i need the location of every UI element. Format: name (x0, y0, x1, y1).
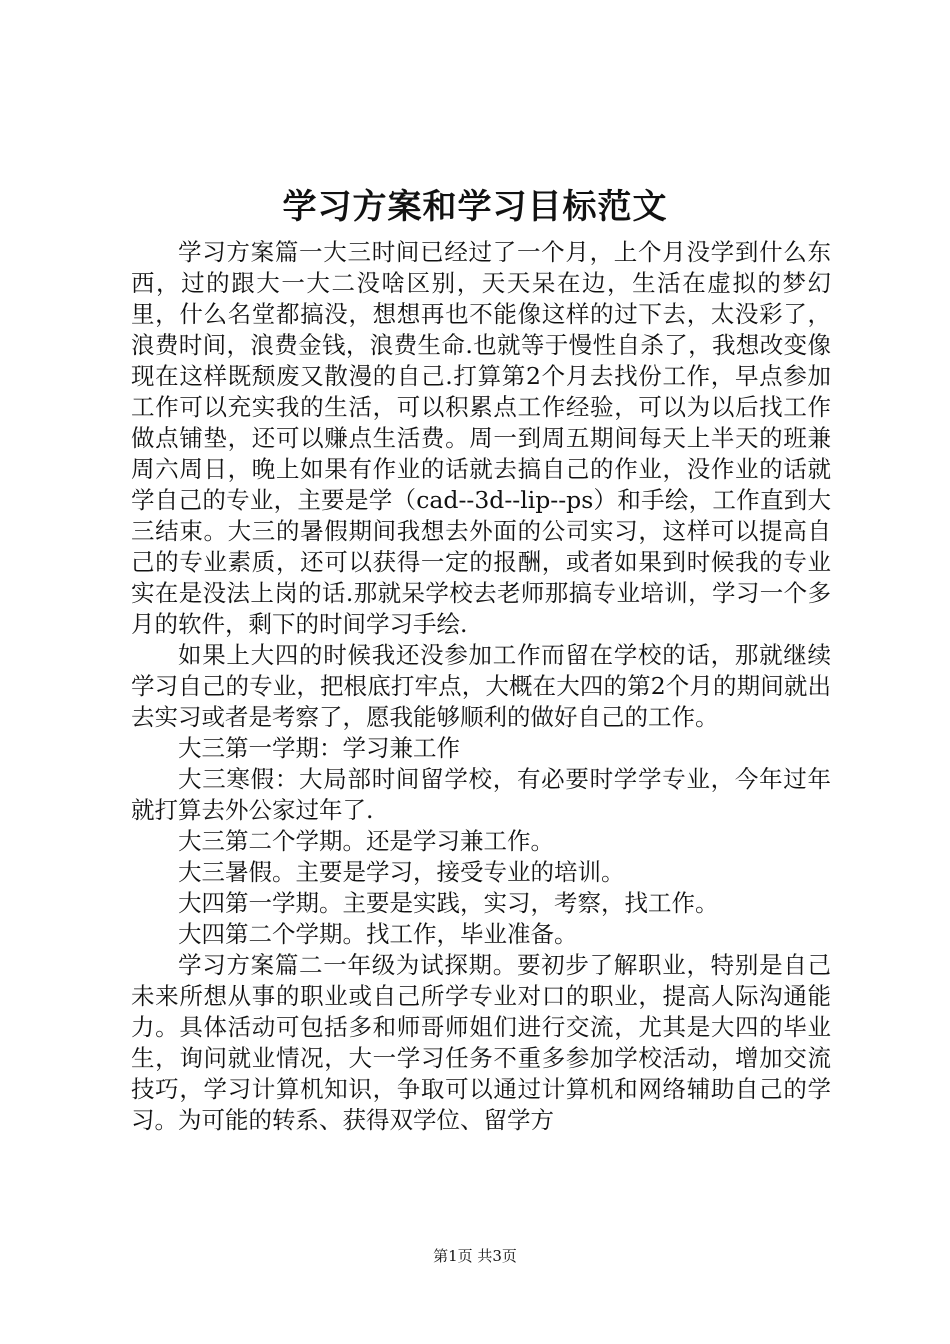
page-title: 学习方案和学习目标范文 (282, 187, 668, 227)
document-body (131, 237, 831, 1136)
paragraph-junior-winter-break: 大三寒假：大局部时间留学校，有必要时学学专业，今年过年就打算去外公家过年了. (131, 765, 831, 824)
paragraph-senior-first-semester: 大四第一学期。主要是实践，实习，考察，找工作。 (178, 889, 719, 917)
paragraph-plan-one: 学习方案篇一大三时间已经过了一个月，上个月没学到什么东西，过的跟大一大二没啥区别，天天呆在边，生活在虚拟的梦幻里，什么名堂都搞没，想想再也不能像这样的过下去，太没彩了，浪费时间，浪费金钱，浪费生命.也就等于慢性自杀了，我想改变像现在这样既颓废又散漫的自己.打算第2个月去找份工作，早点参加工作可以充实我的生活，可以积累点工作经验，可以为以后找工作做点铺垫，还可以赚点生活费。周一到周五期间每天上半天的班兼周六周日，晚上如果有作业的话就去搞自己的作业，没作业的话就学自己的专业，主要是学（cad--3d--lip--ps）和手绘，工作直到大三结束。大三的暑假期间我想去外面的公司实习，这样可以提高自己的专业素质，还可以获得一定的报酬，或者如果到时候我的专业实在是没法上岗的话.那就呆学校去老师那搞专业培训，学习一个多月的软件，剩下的时间学习手绘. (131, 238, 831, 638)
paragraph-junior-second-semester: 大三第二个学期。还是学习兼工作。 (178, 827, 554, 855)
paragraph-junior-first-semester: 大三第一学期：学习兼工作 (178, 734, 460, 762)
page-number-footer: 第1页 共3页 (433, 1247, 517, 1265)
paragraph-junior-summer: 大三暑假。主要是学习，接受专业的培训。 (178, 858, 625, 886)
paragraph-senior-year: 如果上大四的时候我还没参加工作而留在学校的话，那就继续学习自己的专业，把根底打牢点，大概在大四的第2个月的期间就出去实习或者是考察了，愿我能够顺利的做好自己的工作。 (131, 641, 831, 731)
paragraph-senior-second-semester: 大四第二个学期。找工作，毕业准备。 (178, 920, 578, 948)
paragraph-plan-two: 学习方案篇二一年级为试探期。要初步了解职业，特别是自己未来所想从事的职业或自己所学专业对口的职业，提高人际沟通能力。具体活动可包括多和师哥师姐们进行交流，尤其是大四的毕业生，询问就业情况，大一学习任务不重多参加学校活动，增加交流技巧，学习计算机知识，争取可以通过计算机和网络辅助自己的学习。为可能的转系、获得双学位、留学方 (131, 951, 831, 1134)
